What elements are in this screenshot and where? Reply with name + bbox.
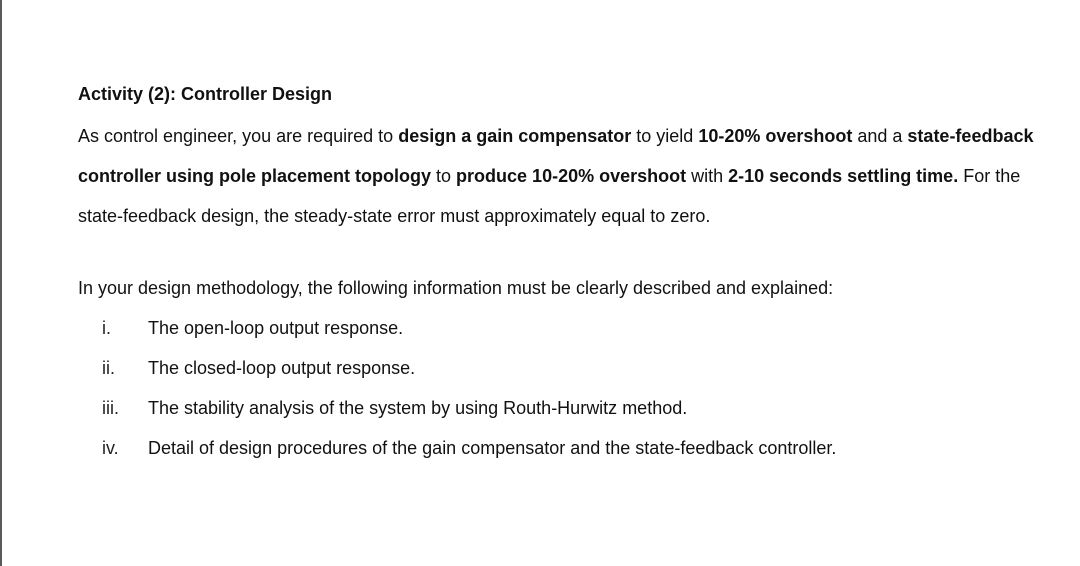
activity-heading: Activity (2): Controller Design (78, 84, 333, 104)
para-bold-4: produce 10-20% overshoot (456, 166, 687, 186)
para-text-4: to (431, 166, 457, 186)
para-text-5: with (686, 166, 729, 186)
para-bold-2: 10-20% overshoot (698, 126, 853, 146)
para-text-3: and a (852, 126, 908, 146)
list-item-text: The open-loop output response. (148, 318, 404, 338)
list-item (78, 348, 1058, 388)
para-bold-5: 2-10 seconds settling time. (728, 166, 959, 186)
methodology-intro: In your design methodology, the following information must be clearly described and explained: (78, 278, 834, 298)
para-bold-3: state-feedback controller using pole placement topology (78, 126, 1034, 186)
para-text-6: For the state-feedback design, the steady-state error must approximately equal to zero. (78, 166, 1021, 226)
para-text-1: As control engineer, you are required to (78, 126, 399, 146)
requirements-paragraph (78, 116, 1058, 236)
list-item (78, 428, 1058, 468)
spacer (78, 236, 1058, 274)
list-item-number: i. (102, 318, 111, 338)
document-body (78, 80, 1058, 468)
list-item-number: ii. (102, 358, 115, 378)
list-item-number: iv. (102, 438, 119, 458)
list-item-number: iii. (102, 398, 119, 418)
list-item-text: The closed-loop output response. (148, 358, 416, 378)
list-item-text: The stability analysis of the system by using Routh-Hurwitz method. (148, 398, 688, 418)
list-item (78, 388, 1058, 428)
para-text-2: to yield (631, 126, 699, 146)
page-left-border (0, 0, 2, 566)
requirements-list (78, 308, 1058, 468)
list-item (78, 308, 1058, 348)
list-item-text: Detail of design procedures of the gain compensator and the state-feedback controller. (148, 438, 837, 458)
para-bold-1: design a gain compensator (398, 126, 632, 146)
